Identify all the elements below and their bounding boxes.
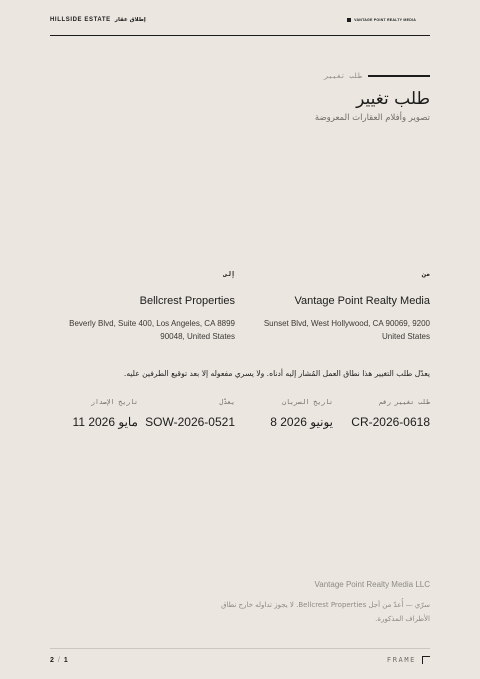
header-company-label: VANTAGE POINT REALTY MEDIA [354,18,416,22]
page-current: 2 [50,657,55,664]
meta-value: SOW-2026-0521 [145,415,235,429]
header-company [347,18,416,22]
party-from-label: من [422,270,430,278]
page-total: 1 [63,657,69,664]
party-to-address: Beverly Blvd, Suite 400, Los Angeles, CA 8899 90048, United States [69,319,235,341]
eyebrow-rule [368,75,430,76]
footer-brand [387,656,430,664]
page-number [50,657,69,664]
meta-value: 8 يونيو 2026 [270,415,333,429]
page-separator: / [57,657,61,664]
party-from [250,270,430,343]
footer-brand-label: FRAME [386,656,416,664]
meta-label: تاريخ الإصدار [91,398,138,406]
party-from-name: Vantage Point Realty Media [294,295,430,307]
meta-label: طلب تغيير رقم [379,398,430,406]
meta-value: CR-2026-0618 [351,415,430,429]
title-block [130,68,430,123]
meta-issue-date [73,398,138,429]
parties-section [50,270,430,350]
page-header [50,14,430,36]
eyebrow [130,68,430,84]
meta-label: تاريخ السريان [282,398,333,406]
page-footer [50,648,430,669]
party-to-label: إلى [223,270,235,278]
meta-label: يعدّل [219,398,235,406]
square-icon [347,18,351,22]
scope-notice: يعدّل طلب التغيير هذا نطاق العمل المُشار إليه أدناه. ولا يسري مفعوله إلا بعد توقيع الطرفين عليه. [123,369,430,378]
page-title: طلب تغيير [356,89,430,109]
brand-name-en: HILLSIDE ESTATE [50,17,111,23]
header-brand [50,17,146,23]
company-legal-name: Vantage Point Realty Media LLC [314,580,430,589]
party-to [55,270,235,343]
confidentiality-disclaimer: سرّي — أُعدّ من أجل Bellcrest Properties. لا يجوز تداوله خارج نطاق الأطراف المذكورة. [221,601,430,623]
page-subtitle: تصوير وأفلام العقارات المعروضة [314,113,430,123]
party-to-name: Bellcrest Properties [139,295,235,307]
meta-amends [145,398,235,429]
meta-value: 11 مايو 2026 [72,415,138,429]
meta-row [50,398,430,438]
party-from-address: Sunset Blvd, West Hollywood, CA 90069, 9200 United States [263,319,430,341]
frame-corner-icon [422,656,430,664]
meta-effective-date [270,398,333,429]
eyebrow-label: طلب تغيير [324,72,362,80]
meta-change-request-number [351,398,430,429]
brand-name-ar: إطلاق عقار [114,17,146,23]
